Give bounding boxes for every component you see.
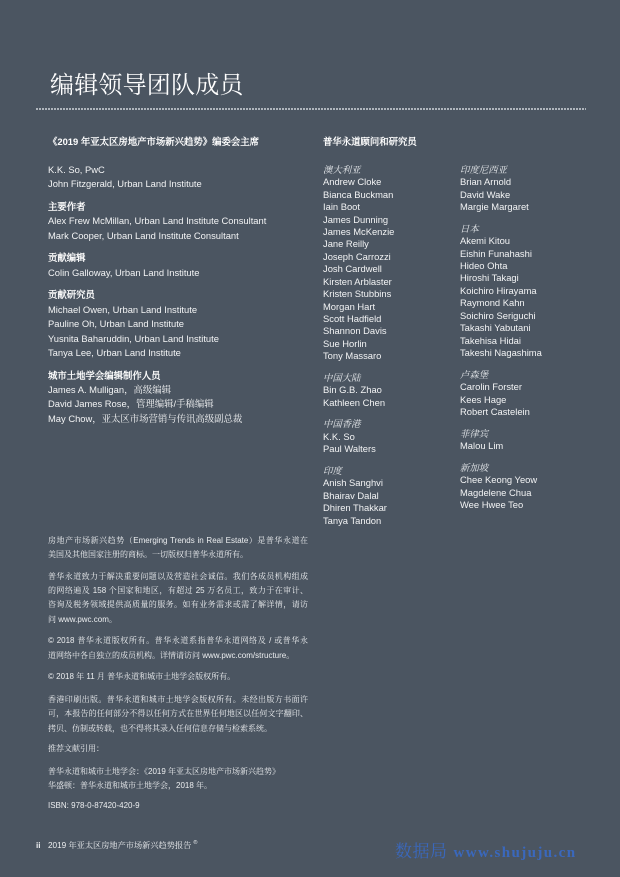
region-group-luxembourg — [460, 369, 590, 419]
advisor-name: Takehisa Hidai — [460, 334, 521, 346]
advisor-name: James McKenzie — [323, 225, 395, 237]
member-entry: K.K. So, PwC — [48, 164, 105, 175]
advisor-name: Raymond Kahn — [460, 297, 525, 309]
advisor-name: Akemi Kitou — [460, 235, 511, 247]
advisor-name: Bin G.B. Zhao — [323, 384, 382, 396]
team-section-editors — [48, 251, 313, 280]
team-section-researchers — [48, 288, 313, 360]
advisor-name: Bhairav Dalal — [323, 489, 379, 501]
registered-mark: ® — [193, 840, 198, 846]
advisor-name: Scott Hadfield — [323, 313, 382, 325]
watermark-url: www.shujuju.cn — [453, 845, 577, 861]
advisor-name: Takashi Yabutani — [460, 322, 531, 334]
legal-notes — [48, 534, 308, 814]
advisor-name: Bianca Buckman — [323, 188, 394, 200]
legal-paragraph-trademark — [48, 534, 308, 563]
advisor-name: Chee Keong Yeow — [460, 474, 538, 486]
legal-text-line: © 2018 普华永道版权所有。普华永道系指普华永道网络及 / 或普华永 — [48, 636, 308, 646]
legal-paragraph-isbn — [48, 799, 308, 813]
member-entry: May Chow，亚太区市场营销与传讯高级副总裁 — [48, 412, 243, 424]
legal-text-line: 房地产市场新兴趋势（Emerging Trends in Real Estate）是普华永道在 — [48, 535, 308, 545]
legal-paragraph-citation — [48, 765, 308, 794]
legal-text-line: 推荐文献引用： — [48, 743, 104, 753]
legal-text-line: 咨询及税务领域提供高质量的服务。如有业务需求或需了解详情，请访 — [48, 600, 308, 610]
legal-text-line: 美国及其他国家注册的商标。一切版权归普华永道所有。 — [48, 550, 248, 560]
section-heading: 贡献研究员 — [48, 289, 95, 301]
advisor-name: Eishin Funahashi — [460, 247, 532, 259]
legal-text-line: 华盛顿：普华永道和城市土地学会，2018 年。 — [48, 780, 213, 790]
legal-paragraph-pwc-copyright — [48, 634, 308, 663]
legal-text-line: 普华永道和城市土地学会：《2019 年亚太区房地产市场新兴趋势》 — [48, 766, 281, 776]
member-entry: Colin Galloway, Urban Land Institute — [48, 266, 200, 278]
member-entry: Yusnita Baharuddin, Urban Land Institute — [48, 332, 219, 344]
editorial-team — [48, 135, 313, 426]
member-entry: Michael Owen, Urban Land Institute — [48, 303, 198, 315]
advisor-name: Dhiren Thakkar — [323, 502, 387, 514]
region-label: 澳大利亚 — [323, 163, 361, 175]
advisor-name: Robert Castelein — [460, 406, 530, 418]
legal-text-line: ISBN: 978-0-87420-420-9 — [48, 801, 140, 811]
region-label: 中国大陆 — [323, 371, 361, 383]
advisor-name: Kathleen Chen — [323, 396, 386, 408]
advisor-name: Magdelene Chua — [460, 486, 532, 498]
section-heading: 主要作者 — [48, 201, 86, 212]
advisor-name: Kees Hage — [460, 393, 507, 405]
page-title: 编辑领导团队成员 — [50, 72, 244, 99]
region-label: 新加坡 — [460, 461, 489, 473]
section-heading: 《2019 年亚太区房地产市场新兴趋势》编委会主席 — [48, 136, 259, 147]
region-group-philippines — [460, 428, 590, 453]
advisor-name: Iain Boot — [323, 201, 361, 213]
member-entry: David James Rose，管理编辑/手稿编辑 — [48, 398, 214, 410]
advisor-name: Jane Reilly — [323, 238, 369, 250]
advisor-name: Morgan Hart — [323, 300, 376, 312]
advisor-name: Carolin Forster — [460, 381, 522, 393]
team-section-authors — [48, 200, 313, 243]
watermark — [395, 842, 576, 863]
advisor-name: Takeshi Nagashima — [460, 347, 542, 359]
member-entry: Pauline Oh, Urban Land Institute — [48, 318, 185, 330]
region-label: 印度尼西亚 — [460, 163, 507, 175]
region-label: 日本 — [460, 222, 479, 234]
legal-text-line: © 2018 年 11 月 普华永道和城市土地学会版权所有。 — [48, 672, 236, 682]
member-entry: James A. Mulligan，高级编辑 — [48, 384, 171, 396]
legal-paragraph-joint-copyright — [48, 670, 308, 684]
legal-paragraph-reproduction — [48, 693, 308, 736]
advisors-heading: 普华永道顾问和研究员 — [323, 136, 417, 147]
legal-text-line: 可，本报告的任何部分不得以任何方式在世界任何地区以任何文字翻印、 — [48, 709, 308, 719]
advisor-name: Kristen Stubbins — [323, 288, 392, 300]
legal-text-line: 的网络遍及 158 个国家和地区，有超过 25 万名员工，致力于在审计、 — [48, 586, 308, 596]
team-section-chair — [48, 135, 313, 192]
member-entry: John Fitzgerald, Urban Land Institute — [48, 178, 202, 190]
legal-text-line: 普华永道致力于解决重要问题以及营造社会诚信。我们各成员机构组成 — [48, 571, 308, 581]
member-entry: Mark Cooper, Urban Land Institute Consultant — [48, 229, 239, 241]
member-entry: Alex Frew McMillan, Urban Land Institute Consultant — [48, 215, 267, 227]
advisors-column-1 — [323, 164, 453, 527]
page-footer — [36, 837, 197, 852]
legal-paragraph-citation-label — [48, 742, 308, 756]
advisor-name: Kirsten Arblaster — [323, 275, 392, 287]
region-label: 印度 — [323, 464, 342, 476]
advisor-name: Malou Lim — [460, 440, 504, 452]
advisor-name: Shannon Davis — [323, 325, 387, 337]
region-group-australia — [323, 164, 453, 363]
advisor-name: Josh Cardwell — [323, 263, 382, 275]
advisor-name: Anish Sanghvi — [323, 477, 383, 489]
advisor-name: Margie Margaret — [460, 201, 529, 213]
member-entry: Tanya Lee, Urban Land Institute — [48, 347, 181, 359]
advisor-name: Soichiro Seriguchi — [460, 309, 536, 321]
advisor-name: James Dunning — [323, 213, 389, 225]
region-label: 中国香港 — [323, 418, 361, 430]
advisor-name: Andrew Cloke — [323, 176, 382, 188]
legal-text-line: 问 www.pwc.com。 — [48, 614, 117, 624]
advisor-name: Brian Arnold — [460, 176, 512, 188]
advisor-name: Hideo Ohta — [460, 260, 508, 272]
legal-paragraph-about-pwc — [48, 570, 308, 628]
section-heading: 贡献编辑 — [48, 252, 86, 264]
advisors-column-2 — [460, 164, 590, 512]
advisor-name: Wee Hwee Teo — [460, 499, 524, 511]
advisor-name: Sue Horlin — [323, 337, 367, 349]
region-group-singapore — [460, 462, 590, 512]
region-group-indonesia — [460, 164, 590, 214]
section-heading: 城市土地学会编辑制作人员 — [48, 369, 161, 381]
dotted-divider — [36, 108, 586, 110]
legal-text-line: 道网络中各自独立的成员机构。详情请访问 www.pwc.com/structure。 — [48, 650, 295, 660]
region-group-japan — [460, 223, 590, 360]
advisor-name: Tony Massaro — [323, 350, 382, 362]
region-label: 菲律宾 — [460, 427, 489, 439]
advisor-name: David Wake — [460, 188, 511, 200]
advisor-name: Koichiro Hirayama — [460, 284, 537, 296]
watermark-brand: 数据局 — [395, 842, 448, 861]
advisor-name: Hiroshi Takagi — [460, 272, 519, 284]
region-group-india — [323, 465, 453, 527]
footer-report-title: 2019 年亚太区房地产市场新兴趋势报告 — [48, 841, 192, 850]
region-label: 卢森堡 — [460, 368, 489, 380]
advisor-name: K.K. So — [323, 430, 355, 442]
advisor-name: Tanya Tandon — [323, 514, 382, 526]
region-group-hong-kong — [323, 418, 453, 455]
legal-text-line: 拷贝、仿制或转载，也不得将其录入任何信息存储与检索系统。 — [48, 723, 272, 733]
region-group-mainland-china — [323, 372, 453, 409]
legal-text-line: 香港印刷出版。普华永道和城市土地学会版权所有。未经出版方书面许 — [48, 694, 308, 704]
advisor-name: Paul Walters — [323, 443, 376, 455]
team-section-production — [48, 369, 313, 427]
advisor-name: Joseph Carrozzi — [323, 250, 391, 262]
page-number: ii — [36, 841, 41, 850]
